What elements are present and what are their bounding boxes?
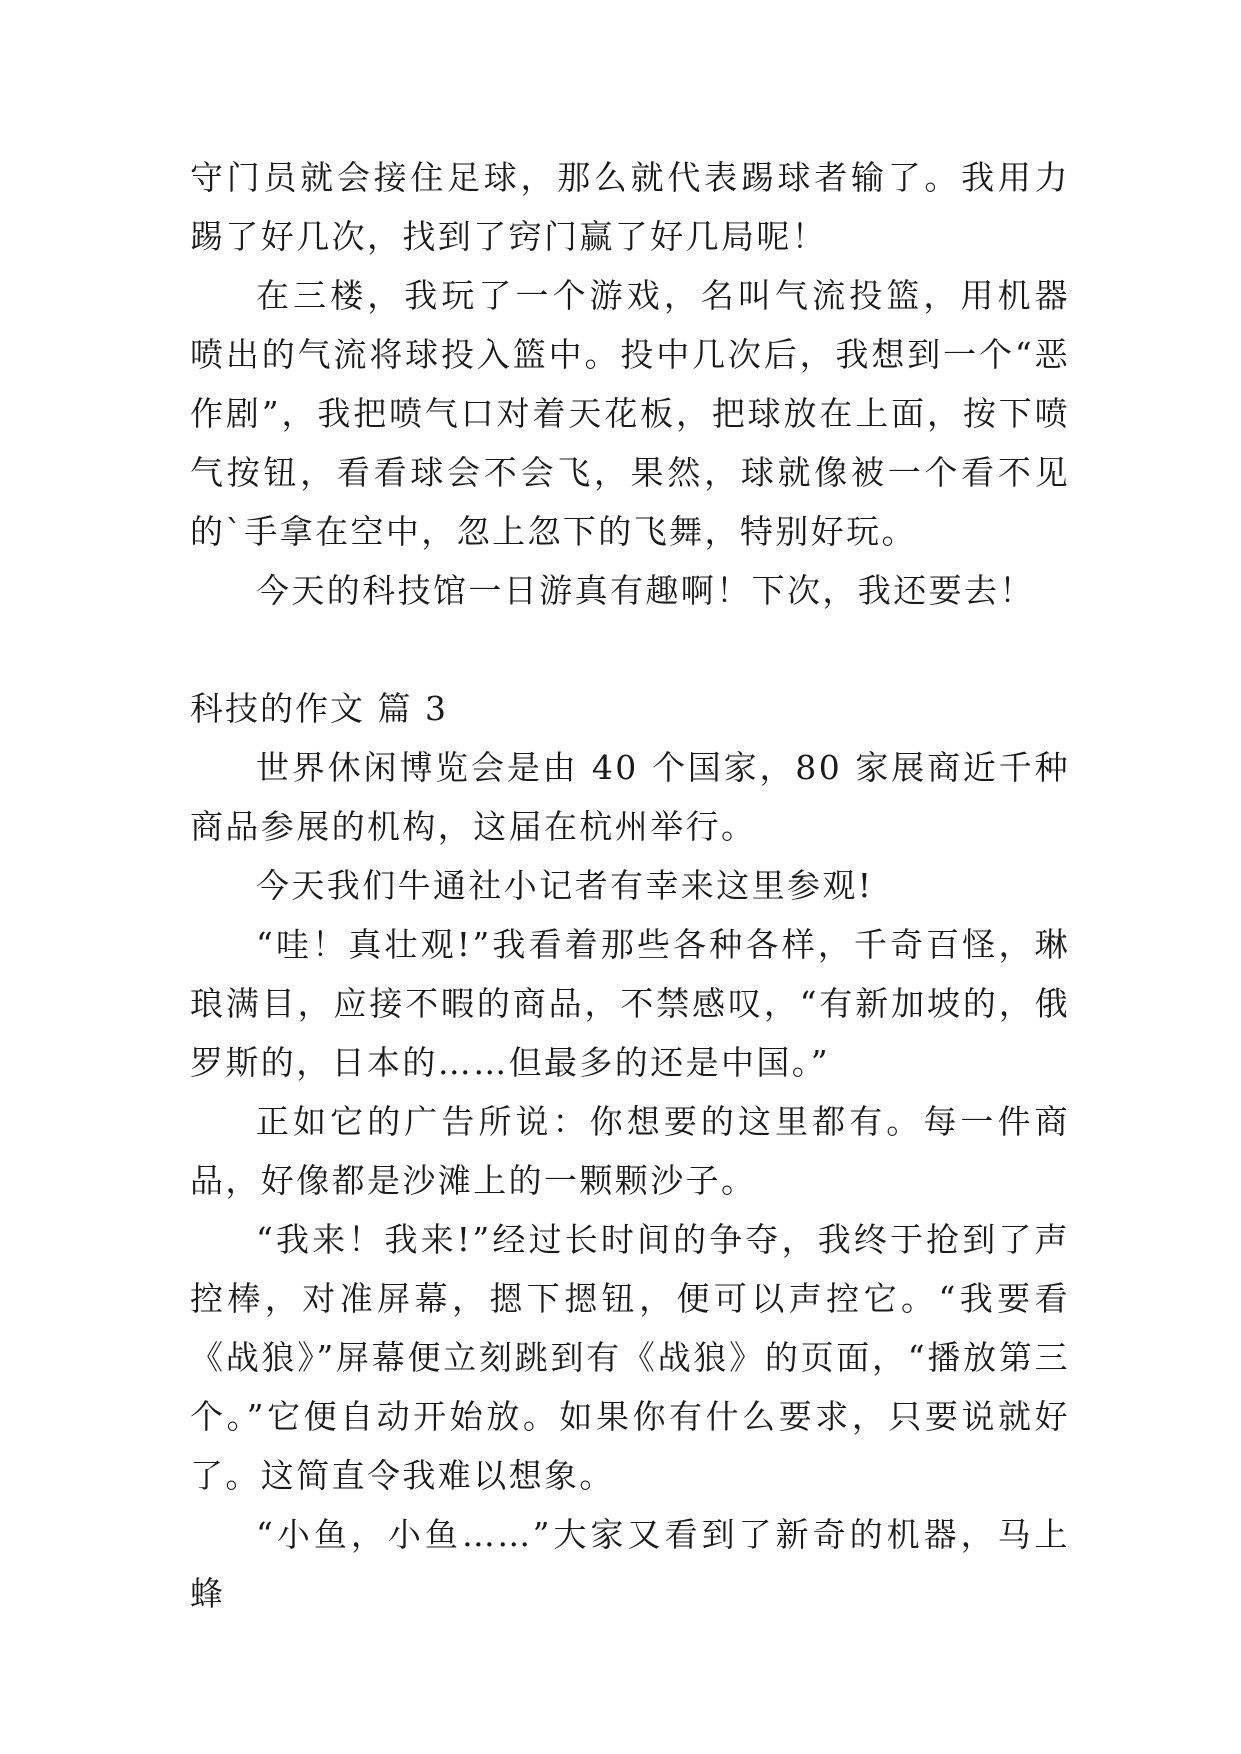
paragraph: “我来！我来!”经过长时间的争夺，我终于抢到了声控棒，对准屏幕，摁下摁钮，便可以声控它。“我要看《战狼》”屏幕便立刻跳到有《战狼》的页面，“播放第三个。”它便自动开始放。如果你有什么要求，只要说就好了。这简直令我难以想象。: [190, 1220, 1070, 1495]
section-gap: [190, 620, 1070, 679]
paragraph: “哇！真壮观!”我看着那些各种各样，千奇百怪，琳琅满目，应接不暇的商品，不禁感叹，“有新加坡的，俄罗斯的，日本的……但最多的还是中国。”: [190, 925, 1070, 1082]
paragraph: “小鱼，小鱼……”大家又看到了新奇的机器，马上蜂: [190, 1515, 1070, 1613]
paragraph: 守门员就会接住足球，那么就代表踢球者输了。我用力踢了好几次，找到了窍门赢了好几局呢！: [190, 158, 1070, 256]
paragraph: 正如它的广告所说：你想要的这里都有。每一件商品，好像都是沙滩上的一颗颗沙子。: [190, 1102, 1070, 1200]
paragraph: 世界休闲博览会是由 40 个国家，80 家展商近千种商品参展的机构，这届在杭州举行。: [190, 748, 1070, 846]
document-page: [190, 148, 1070, 1623]
paragraph: 在三楼，我玩了一个游戏，名叫气流投篮，用机器喷出的气流将球投入篮中。投中几次后，我想到一个“恶作剧”，我把喷气口对着天花板，把球放在上面，按下喷气按钮，看看球会不会飞，果然，球就像被一个看不见的`手拿在空中，忽上忽下的飞舞，特别好玩。: [190, 276, 1070, 551]
section-heading: 科技的作文 篇 3: [190, 689, 448, 728]
paragraph: 今天我们牛通社小记者有幸来这里参观!: [256, 866, 874, 905]
paragraph: 今天的科技馆一日游真有趣啊！下次，我还要去！: [256, 571, 1035, 610]
